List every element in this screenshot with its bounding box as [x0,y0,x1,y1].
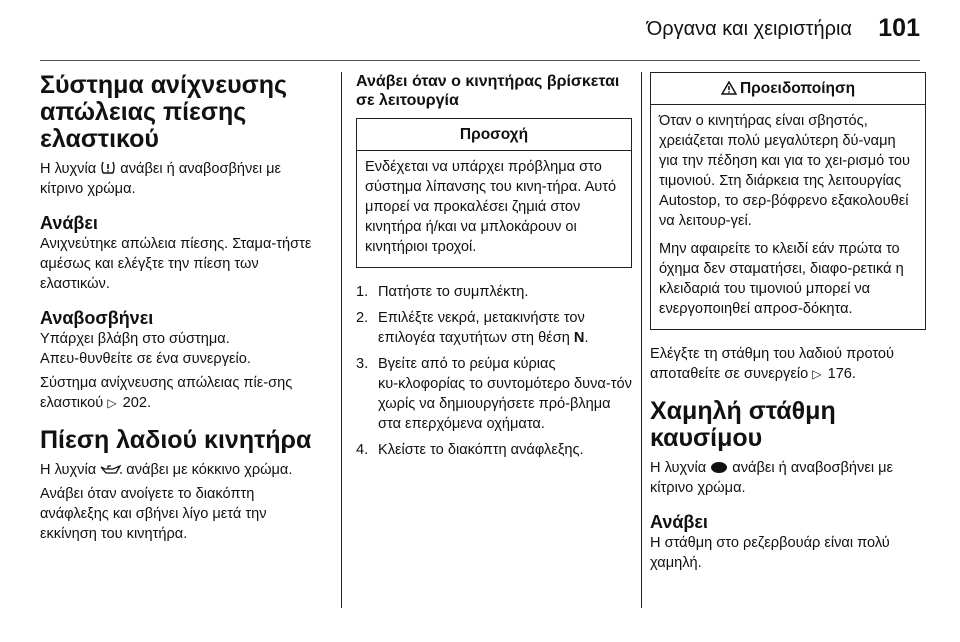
check-oil-page: 176. [827,366,856,382]
step-number: 2. [356,310,369,326]
step-number: 1. [356,284,369,300]
fuel-intro-start: Η λυχνία [650,460,707,476]
fuel-drop-icon [710,461,728,474]
oil-intro [40,460,318,480]
check-oil-sentence: Ελέγξτε τη στάθμη του λαδιού προτού αποταθείτε σε συνεργείο [650,346,895,382]
tyre-intro [40,159,318,199]
step-text: Επιλέξτε νεκρά, μετακινήστε τον επιλογέα ταχυτήτων στη θέση [378,310,585,346]
step-text: Πατήστε το συμπλέκτη. [378,284,529,300]
column-3 [650,72,926,581]
tyre-lit-heading: Ανάβει [40,213,98,233]
tyre-reference-page: 202. [122,395,152,411]
page-number: 101 [878,14,920,42]
list-item [356,308,632,348]
caution-box [356,118,632,268]
column-1 [40,72,318,552]
warning-paragraph-2: Μην αφαιρείτε το κλειδί εάν πρώτα το όχημα δεν σταματήσει, διαφο‑ρετικά η κλειδαριά του τιμονιού μπορεί να ενεργοποιηθεί απροσ‑δόκητα. [659,241,904,317]
column-2 [356,72,632,466]
tyre-lit-text: Ανιχνεύτηκε απώλεια πίεσης. Σταμα‑τήστε αμέσως και ελέγξτε την πίεση των ελαστικών. [40,236,312,292]
tyre-intro-end: ανάβει ή αναβοσβήνει με κίτρινο χρώμα. [40,161,282,197]
warning-triangle-icon [721,81,737,95]
oil-text: Ανάβει όταν ανοίγετε το διακόπτη ανάφλεξης και σβήνει λίγο μετά την εκκίνηση του κινητήρα. [40,486,267,542]
list-item [356,354,632,434]
warning-box [650,72,926,330]
warning-paragraph-1: Όταν ο κινητήρας είναι σβηστός, χρειάζεται πολύ μεγαλύτερη δύ‑ναμη για την πέδηση και για το χει‑ρισμό του τιμονιού. Στη διάρκεια της λειτουργίας Autostop, το σερ‑βόφρενο εξακολουθεί να λειτουρ‑γεί. [659,113,910,229]
column-divider-1 [341,72,342,608]
page-reference-arrow-icon: ▷ [107,396,117,410]
step-end: . [584,330,589,346]
page-header [0,0,960,62]
warning-title: Προειδοποίηση [739,80,856,97]
tyre-reference-text: Σύστημα ανίχνευσης απώλειας πίε‑σης ελαστικού [40,375,293,411]
oil-intro-start: Η λυχνία [40,462,97,478]
caution-text: Ενδέχεται να υπάρχει πρόβλημα στο σύστημα λίπανσης του κινη‑τήρα. Αυτό μπορεί να προκαλέσει ζημιά στον κινητήρα ή/και να μπλοκάρουν οι κινητήριοι τροχοί. [365,159,617,255]
list-item [356,282,632,302]
step-text: Κλείστε το διακόπτη ανάφλεξης. [378,442,584,458]
fuel-lit-text: Η στάθμη στο ρεζερβουάρ είναι πολύ χαμηλή. [650,535,890,571]
oil-intro-end: ανάβει με κόκκινο χρώμα. [126,462,293,478]
tyre-flash-reference [40,373,318,413]
low-fuel-heading: Χαμηλή στάθμη καυσίμου [650,397,836,452]
column-divider-2 [641,72,642,608]
tyre-intro-start: Η λυχνία [40,161,97,177]
tyre-flash-text: Υπάρχει βλάβη στο σύστημα. Απευ‑θυνθείτε σε ένα συνεργείο. [40,331,251,367]
gear-position: N [573,330,585,346]
fuel-intro-end: ανάβει ή αναβοσβήνει με κίτρινο χρώμα. [650,460,894,496]
step-text: Βγείτε από το ρεύμα κύριας κυ‑κλοφορίας το συντομότερο δυνα‑τόν χωρίς να δημιουργήσετε πρό‑βλημα στα επερχόμενα οχήματα. [378,356,632,432]
header-divider [40,60,920,61]
engine-running-heading: Ανάβει όταν ο κινητήρας βρίσκεται σε λειτουργία [356,73,620,109]
caution-title: Προσοχή [357,119,631,151]
steps-list [356,282,632,460]
list-item [356,440,632,460]
header-title: Όργανα και χειριστήρια [646,18,852,40]
fuel-intro [650,458,926,498]
oil-pressure-heading: Πίεση λαδιού κινητήρα [40,426,312,454]
warning-header [651,73,925,105]
tyre-pressure-icon [100,160,116,175]
step-number: 4. [356,442,369,458]
fuel-lit-heading: Ανάβει [650,512,708,532]
step-number: 3. [356,356,369,372]
check-oil-text [650,344,926,384]
tyre-pressure-heading: Σύστημα ανίχνευσης απώλειας πίεσης ελαστικού [40,71,287,153]
tyre-flash-heading: Αναβοσβήνει [40,308,154,328]
page-reference-arrow-icon: ▷ [812,367,822,381]
oil-can-icon [100,464,122,476]
